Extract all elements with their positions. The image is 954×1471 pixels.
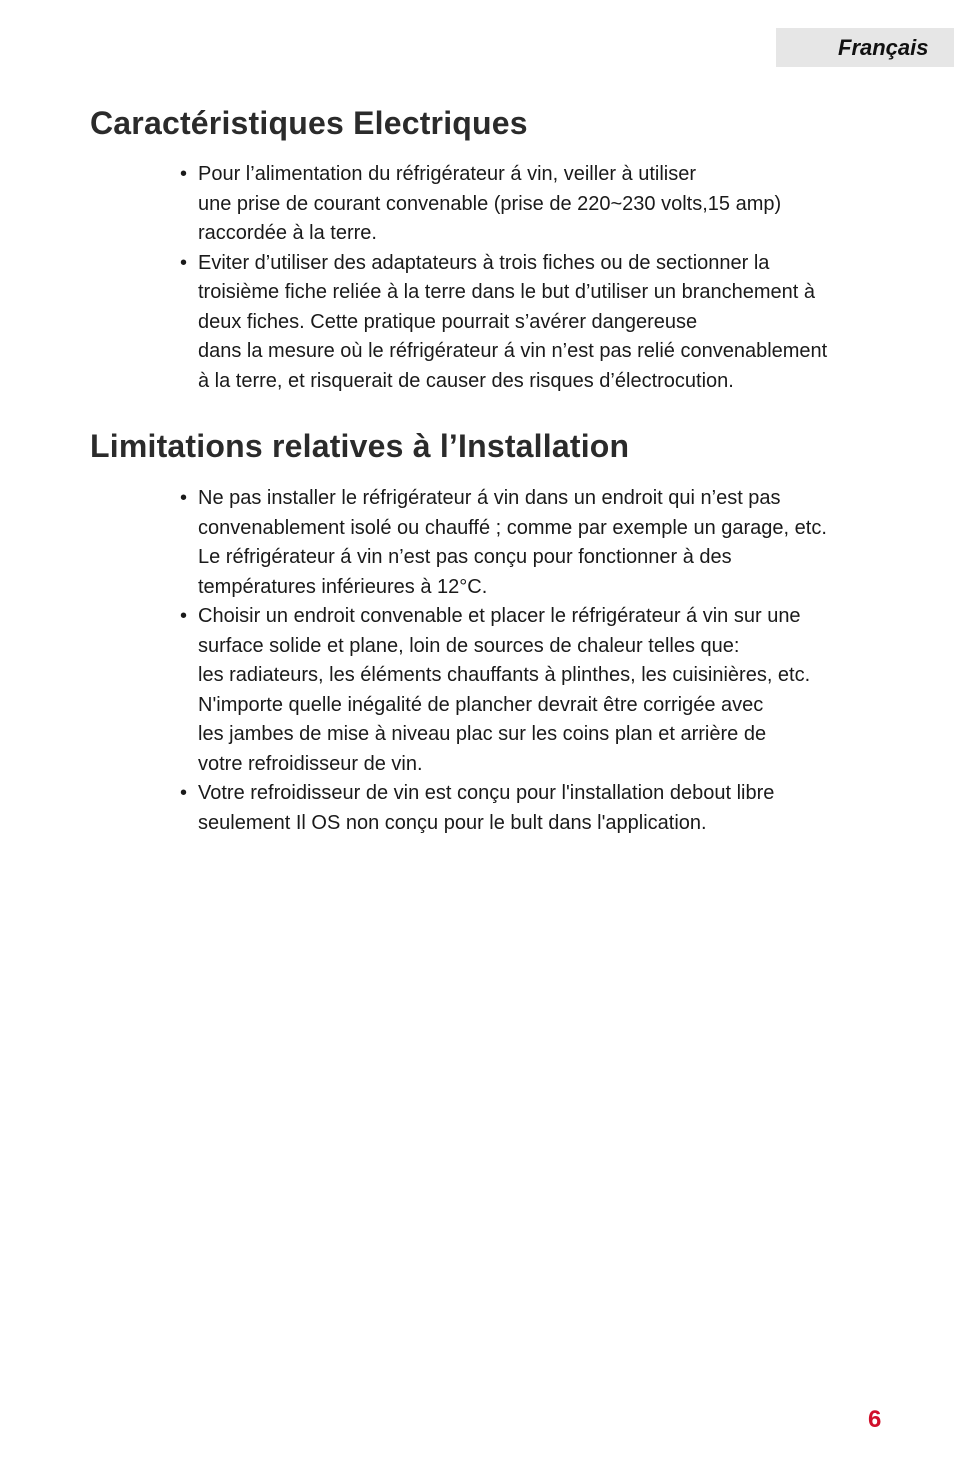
text-line: Pour l’alimentation du réfrigérateur á vin, veiller à utiliser — [198, 163, 697, 185]
text-line: troisième fiche reliée à la terre dans le but d’utiliser un branchement à — [198, 281, 815, 303]
text-line: les radiateurs, les éléments chauffants à plinthes, les cuisinières, etc. — [198, 664, 811, 686]
text-line: surface solide et plane, loin de sources de chaleur telles que: — [198, 634, 740, 657]
section-title-electrical: Caractéristiques Electriques — [90, 105, 528, 141]
page-number: 6 — [868, 1406, 882, 1433]
text-line: Choisir un endroit convenable et placer le réfrigérateur á vin sur une — [198, 605, 801, 627]
installation-bullet-list — [180, 484, 880, 838]
bullet-dot: • — [180, 251, 188, 274]
list-item — [180, 779, 880, 838]
bullet-dot: • — [180, 782, 188, 804]
list-item — [180, 602, 880, 779]
text-line: températures inférieures à 12°C. — [198, 575, 488, 598]
list-item — [180, 484, 880, 602]
text-line: les jambes de mise à niveau plac sur les coins plan et arrière de — [198, 723, 767, 745]
text-line: dans la mesure où le réfrigérateur á vin n’est pas relié convenablement — [198, 340, 828, 362]
text-line: N'importe quelle inégalité de plancher devrait être corrigée avec — [198, 693, 764, 716]
bullet-dot: • — [180, 487, 188, 509]
text-line: convenablement isolé ou chauffé ; comme par exemple un garage, etc. — [198, 516, 827, 539]
text-line: deux fiches. Cette pratique pourrait s’avérer dangereuse — [198, 310, 698, 333]
bullet-dot: • — [180, 163, 188, 185]
text-line: une prise de courant convenable (prise de 220~230 volts,15 amp) — [198, 192, 782, 215]
list-item — [180, 249, 880, 397]
text-line: Eviter d’utiliser des adaptateurs à trois fiches ou de sectionner la — [198, 251, 770, 274]
text-line: raccordée à la terre. — [198, 222, 377, 244]
text-line: à la terre, et risquerait de causer des risques d’électrocution. — [198, 369, 734, 392]
list-item — [180, 160, 880, 249]
text-line: Votre refroidisseur de vin est conçu pour l'installation debout libre — [198, 782, 775, 804]
electrical-bullet-list — [180, 160, 880, 396]
text-line: Le réfrigérateur á vin n’est pas conçu pour fonctionner à des — [198, 546, 732, 568]
text-line: seulement Il OS non conçu pour le bult dans l'application. — [198, 811, 707, 834]
language-tab: Français — [776, 28, 954, 67]
text-line: votre refroidisseur de vin. — [198, 752, 423, 775]
text-line: Ne pas installer le réfrigérateur á vin dans un endroit qui n’est pas — [198, 487, 781, 509]
section-title-installation: Limitations relatives à l’Installation — [90, 428, 630, 464]
bullet-dot: • — [180, 605, 188, 627]
